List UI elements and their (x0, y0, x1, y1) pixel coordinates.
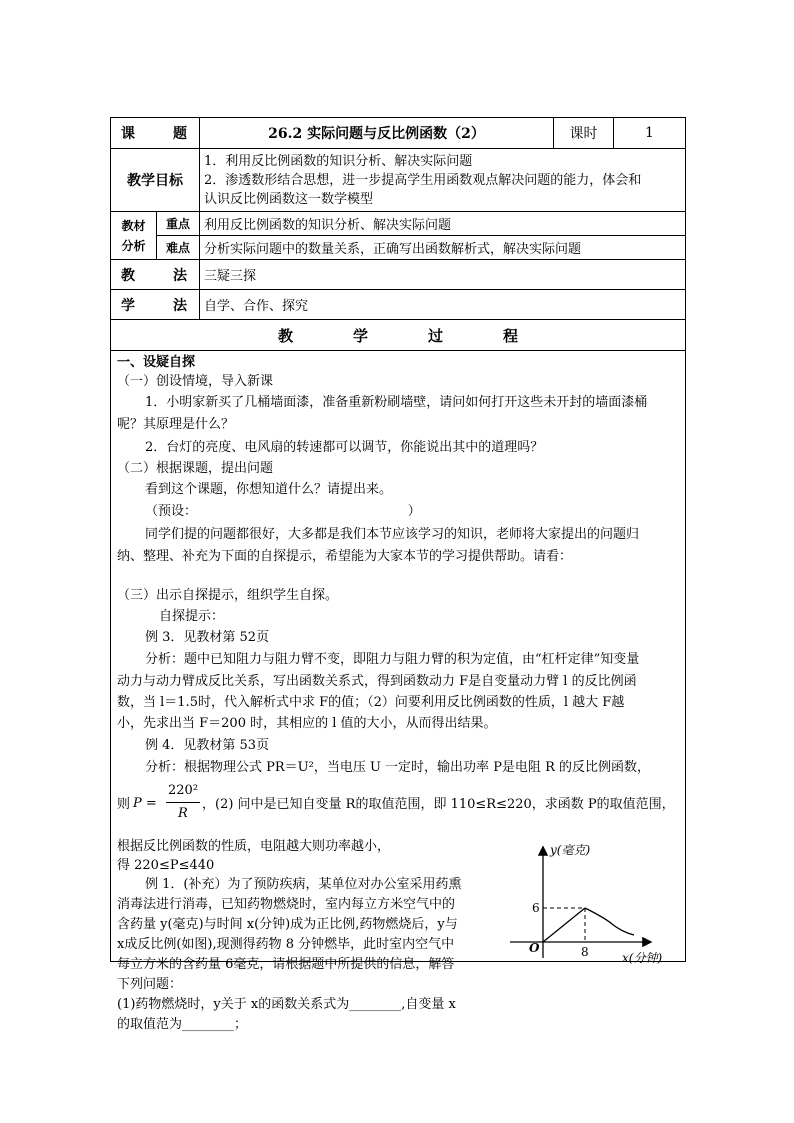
question-1-cont: 呢？其原理是什么？ (117, 417, 235, 432)
example-3: 例 3．见教材第 52页 (145, 630, 270, 645)
objectives-label: 教学目标 (111, 149, 200, 212)
subsection-2: （二）根据课题，提出问题 (117, 461, 274, 476)
objectives-text (200, 149, 686, 212)
difficulty-row (111, 236, 686, 260)
subsection-3: （三）出示自探提示，组织学生自探。 (117, 588, 339, 603)
analysis-label-bottom: 分析 (121, 238, 146, 253)
learning-label-cell (111, 290, 200, 320)
analysis-4-line-3: 根据反比例函数的性质，电阻越大则功率越小， (117, 839, 391, 854)
example-1-line-2: 消毒法进行消毒，已知药物燃烧时，室内每立方米空气中的 (117, 897, 456, 912)
fraction-bar (166, 802, 200, 803)
example-1-line-6: 下列问题： (117, 977, 183, 992)
learning-text: 自学、合作、探究 (200, 290, 686, 320)
process-header-char-2: 学 (352, 326, 368, 345)
process-header-char-4: 程 (503, 326, 519, 345)
method-label-cell (111, 260, 200, 290)
analysis-4-line-1: 分析：根据物理公式 PR＝U²，当电压 U 一定时，输出功率 P是电阻 R 的反比例函数， (145, 760, 650, 775)
title-row (111, 118, 686, 149)
formula-numerator: 220² (168, 783, 199, 798)
analysis-3-line-3: 数，当 l＝1.5时，代入解析式中求 F的值；（2）问要利用反比例函数的性质，l 越大 F越 (117, 695, 625, 710)
formula-prefix: 则 (117, 797, 131, 812)
analysis-3-line-1: 分析：题中已知阻力与阻力臂不变，即阻力与阻力臂的积为定值，由“杠杆定律”知变量 (145, 652, 640, 667)
question-2: 2．台灯的亮度、电风扇的转速都可以调节，你能说出其中的道理吗？ (145, 440, 544, 455)
key-label: 重点 (157, 212, 200, 236)
section-1-heading: 一、设疑自探 (117, 355, 196, 370)
formula-denominator: R (178, 806, 188, 821)
hard-label: 难点 (157, 236, 200, 260)
key-point-row (111, 212, 686, 236)
hint-label: 自探提示： (159, 609, 225, 624)
analysis-label (111, 212, 157, 260)
period-label: 课时 (554, 118, 614, 149)
summary-line-2: 纳、整理、补充为下面的自探提示，希望能为大家本节的学习提供帮助。请看： (117, 549, 573, 564)
y-tick-label: 6 (532, 901, 540, 915)
summary-line-1: 同学们提的问题都很好，大多都是我们本节应该学习的知识，老师将大家提出的问题归 (145, 527, 640, 542)
process-header-char-3: 过 (428, 326, 444, 345)
question-1: 1．小明家新买了几桶墙面漆，准备重新粉刷墙壁，请问如何打开这些未开封的墙面漆桶 (145, 395, 648, 410)
function-graph (500, 840, 680, 980)
learning-row (111, 290, 686, 320)
objective-3: 认识反比例函数这一数学模型 (204, 191, 374, 207)
burning-segment (543, 908, 585, 942)
lesson-title: 26.2 实际问题与反比例函数（2） (200, 118, 554, 149)
question-1-range: 的取值范为________； (117, 1017, 248, 1032)
x-tick-label: 8 (581, 945, 589, 959)
question-1-blank: (1)药物燃烧时，y关于 x的函数关系式为________,自变量 x (117, 997, 456, 1012)
subject-label-2: 题 (173, 126, 187, 142)
objective-1: 1．利用反比例函数的知识分析、解决实际问题 (204, 153, 473, 169)
example-4: 例 4．见教材第 53页 (145, 738, 270, 753)
method-row (111, 260, 686, 290)
analysis-label-top: 教材 (121, 218, 146, 233)
analysis-3-line-2: 动力与动力臂成反比关系，写出函数关系式，得到函数动力 F是自变量动力臂 l 的反比例函 (117, 674, 637, 689)
prompt-text: 看到这个课题，你想知道什么？请提出来。 (145, 482, 393, 497)
learning-label-1: 学 (121, 297, 135, 314)
hard-text: 分析实际问题中的数量关系，正确写出函数解析式，解决实际问题 (200, 236, 686, 260)
method-text: 三疑三探 (200, 260, 686, 290)
subject-label-cell (111, 118, 200, 149)
subject-label-1: 课 (121, 126, 135, 142)
process-header-row (111, 320, 686, 351)
formula-lhs: P = (133, 796, 157, 811)
objective-2: 2．渗透数形结合思想，进一步提高学生用函数观点解决问题的能力，体会和 (204, 172, 642, 188)
example-1-line-1: 例 1．(补充）为了预防疾病，某单位对办公室采用药熏 (145, 877, 462, 892)
period-value: 1 (614, 118, 686, 149)
x-axis-label: x(分钟) (622, 951, 663, 965)
analysis-3-line-4: 小，先求出当 F＝200 时，其相应的 l 值的大小，从而得出结果。 (117, 716, 497, 731)
analysis-4-line-2: ，(2) 问中是已知自变量 R的取值范围，即 110≤R≤220，求函数 P的取值范围， (202, 797, 675, 812)
method-label-1: 教 (121, 267, 135, 284)
key-text: 利用反比例函数的知识分析、解决实际问题 (200, 212, 686, 236)
subsection-1: （一）创设情境，导入新课 (117, 374, 274, 389)
learning-label-2: 法 (173, 297, 187, 314)
preset-text: （预设： ） (145, 504, 421, 519)
example-1-line-5: 每立方米的含药量 6毫克，请根据题中所提供的信息，解答 (117, 957, 455, 972)
origin-label: O (529, 941, 540, 955)
process-header-char-1: 教 (277, 326, 293, 345)
lesson-plan-table (110, 117, 686, 1032)
objectives-row (111, 149, 686, 212)
y-axis-label: y(毫克) (550, 843, 591, 857)
method-label-2: 法 (173, 267, 187, 284)
example-1-line-4: x成反比例(如图),现测得药物 8 分钟燃毕，此时室内空气中 (117, 937, 455, 952)
analysis-4-result: 得 220≤P≤440 (117, 858, 215, 873)
decay-curve (585, 908, 634, 935)
process-header (111, 320, 686, 351)
example-1-line-3: 含药量 y(毫克)与时间 x(分钟)成为正比例,药物燃烧后，y与 (117, 917, 458, 932)
